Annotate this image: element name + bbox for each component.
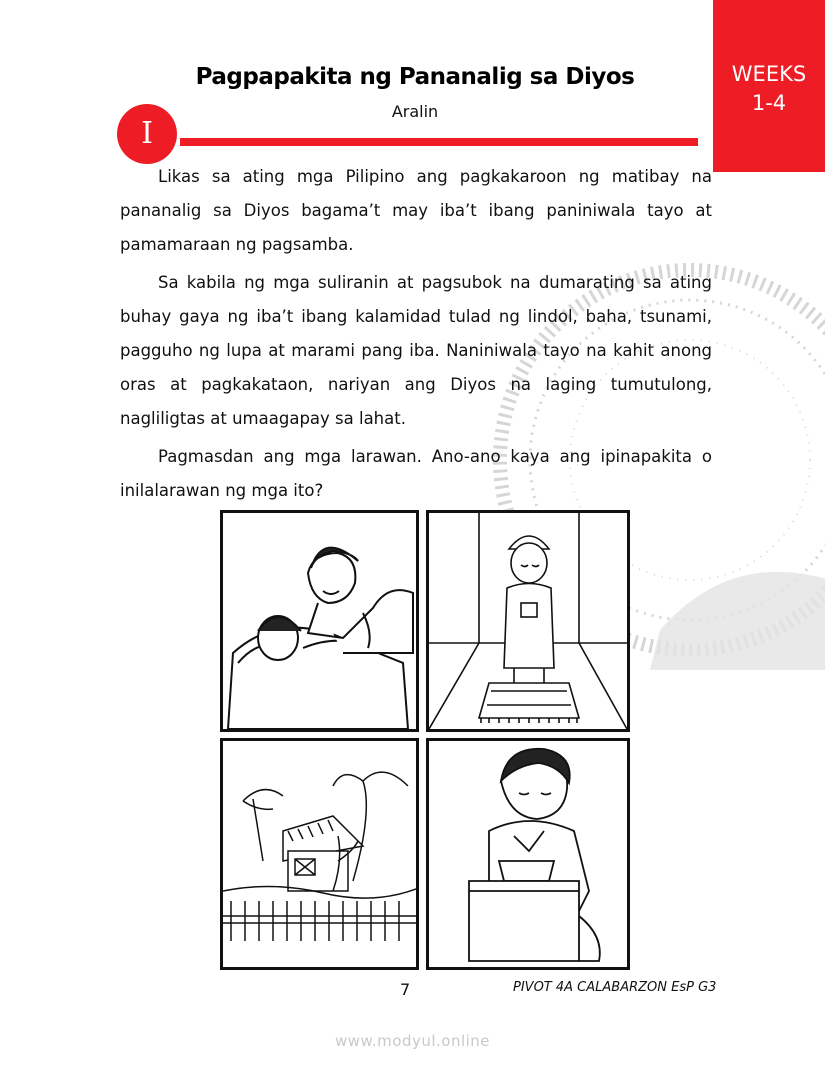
lesson-body: [120, 160, 712, 512]
weeks-label: WEEKS: [731, 62, 807, 86]
hut-with-palm-trees-illustration: [220, 738, 419, 970]
footer-label: PIVOT 4A CALABARZON EsP G3: [513, 980, 717, 995]
page-number: 7: [400, 980, 411, 999]
boy-kneeling-in-prayer-illustration: [426, 738, 630, 970]
page-title: Pagpapakita ng Pananalig sa Diyos: [195, 64, 635, 90]
title-underline: [180, 138, 698, 146]
paragraph-2: Sa kabila ng mga suliranin at pagsubok na dumarating sa ating buhay gaya ng iba’t ibang kalamidad tulad ng lindol, baha, tsunami, pagguho ng lupa at marami pang iba. Naniniwala tayo na kahit anong oras at pagkakataon, nariyan ang Diyos na laging tumutulong, nagliligtas at umaagapay sa lahat.: [120, 273, 712, 428]
child-praying-on-prayer-mat-illustration: [426, 510, 630, 732]
boy-watching-sick-child-illustration: [220, 510, 419, 732]
weeks-tab: [713, 0, 825, 172]
paragraph-3: Pagmasdan ang mga larawan. Ano-ano kaya ang ipinapakita o inilalarawan ng mga ito?: [120, 447, 712, 500]
paragraph-1: Likas sa ating mga Pilipino ang pagkakaroon ng matibay na pananalig sa Diyos bagama’t may iba’t ibang paniniwala tayo at pamamaraan ng pagsamba.: [120, 167, 712, 254]
page-subtitle: Aralin: [391, 102, 439, 121]
site-watermark: www.modyul.online: [334, 1032, 491, 1050]
illustration-grid: [220, 510, 630, 970]
weeks-range: 1-4: [751, 91, 787, 115]
lesson-badge: I: [117, 104, 177, 164]
